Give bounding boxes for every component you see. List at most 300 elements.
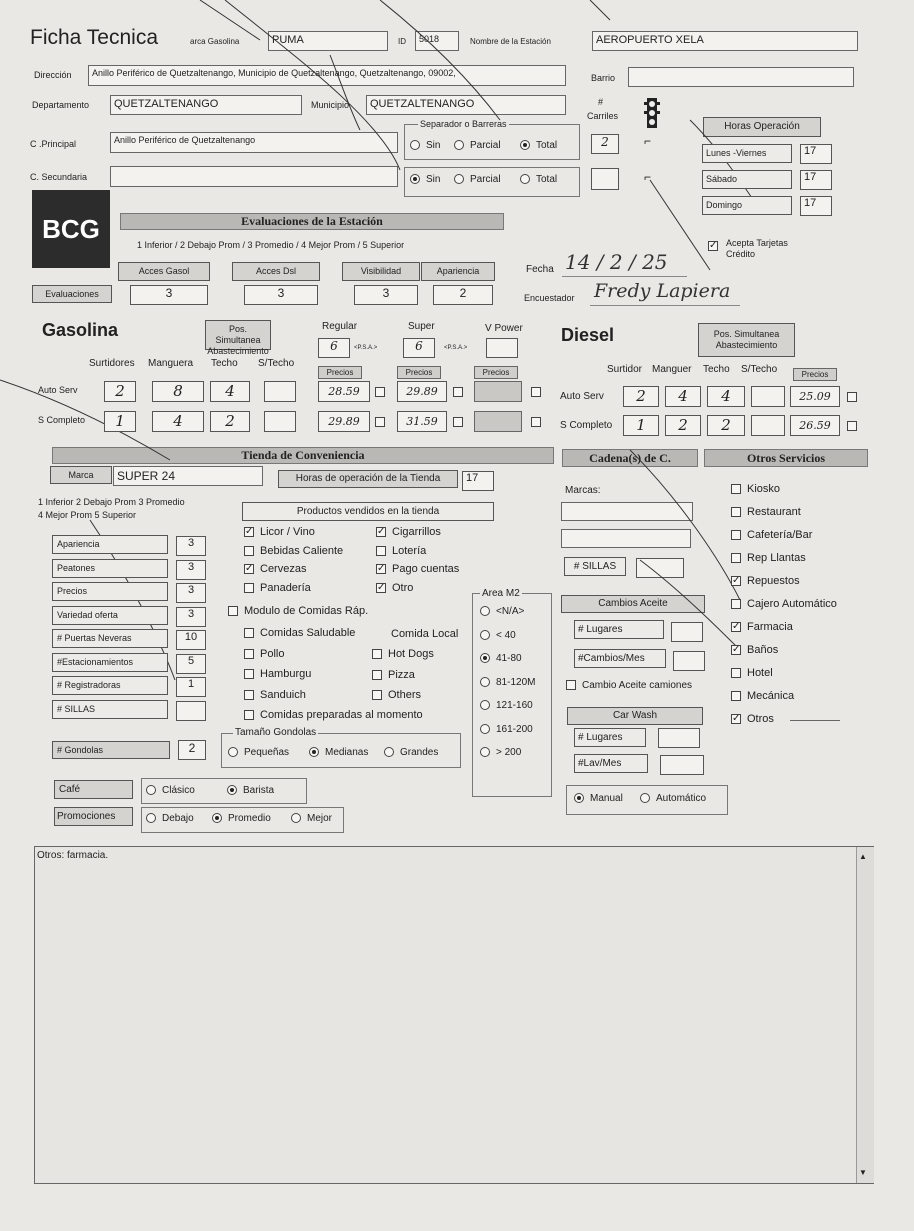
otros-servicio-checkbox[interactable] bbox=[731, 691, 741, 701]
otros-line bbox=[790, 720, 840, 721]
cafe-option-label: Clásico bbox=[162, 785, 195, 796]
diesel-pos-simultanea-button[interactable]: Pos. Simultanea Abastecimiento bbox=[698, 323, 795, 357]
gasolina-vpower-checkbox[interactable] bbox=[531, 417, 541, 427]
horas-tienda-button[interactable]: Horas de operación de la Tienda bbox=[278, 470, 458, 488]
fecha-underline bbox=[562, 276, 687, 277]
carwash-type-option-label: Automático bbox=[656, 793, 707, 804]
separador-secundaria-radio[interactable] bbox=[520, 174, 530, 184]
gondolas-field[interactable]: 2 bbox=[178, 740, 206, 760]
tienda-scale-1: 1 Inferior 2 Debajo Prom 3 Promedio bbox=[38, 497, 185, 507]
producto-checkbox[interactable] bbox=[244, 546, 254, 556]
comida-checkbox[interactable] bbox=[244, 669, 254, 679]
promociones-option[interactable] bbox=[146, 813, 194, 824]
otros-servicio-checkbox[interactable]: ✓ bbox=[732, 621, 741, 633]
tienda-rating-button[interactable]: # SILLAS bbox=[52, 700, 168, 719]
area-m2-title: Area M2 bbox=[482, 588, 520, 599]
separador-principal-option[interactable] bbox=[520, 140, 557, 151]
gasolina-precio-regular-field[interactable]: 29.89 bbox=[318, 411, 370, 432]
comida-label: Pizza bbox=[388, 668, 415, 681]
diesel-precios-header: Precios bbox=[793, 368, 837, 381]
comida-label: Comidas preparadas al momento bbox=[260, 709, 423, 721]
barrio-label: Barrio bbox=[591, 73, 616, 83]
gasolina-vpower-checkbox[interactable] bbox=[531, 387, 541, 397]
otros-servicio-item[interactable] bbox=[731, 690, 794, 702]
separador-secundaria-radio[interactable] bbox=[454, 174, 464, 184]
separador-secundaria-option-label: Parcial bbox=[470, 174, 501, 185]
lugares-aceite-field[interactable] bbox=[671, 622, 703, 642]
carwash-type-option[interactable] bbox=[640, 793, 706, 804]
departamento-field[interactable]: QUETZALTENANGO bbox=[110, 95, 302, 115]
otros-servicio-label: Baños bbox=[747, 644, 779, 656]
otros-servicio-label: Hotel bbox=[747, 667, 773, 679]
diesel-precio-checkbox[interactable] bbox=[847, 421, 857, 431]
gasolina-super-checkbox[interactable] bbox=[453, 417, 463, 427]
tamano-gondolas-radio[interactable] bbox=[228, 747, 238, 757]
cadena-title: Cadena(s) de C. bbox=[562, 449, 698, 467]
carriles-principal-field[interactable]: 2 bbox=[591, 134, 619, 154]
carriles-secundaria-field[interactable] bbox=[591, 168, 619, 190]
evaluacion-1-button[interactable]: Acces Dsl bbox=[232, 262, 320, 281]
gasolina-header-manguera: Manguera bbox=[148, 358, 194, 369]
gasolina-stecho-field[interactable] bbox=[264, 381, 296, 402]
form-title: Ficha Tecnica bbox=[30, 26, 159, 49]
otros-servicio-item[interactable] bbox=[731, 552, 806, 564]
super-label: Super bbox=[408, 321, 435, 332]
gasolina-manguera-field[interactable]: 8 bbox=[152, 381, 204, 402]
gasolina-precio-super-field[interactable]: 31.59 bbox=[397, 411, 447, 432]
diesel-precio-checkbox[interactable] bbox=[847, 392, 857, 402]
gasolina-stecho-field[interactable] bbox=[264, 411, 296, 432]
separador-title: Separador o Barreras bbox=[420, 119, 507, 129]
producto-label: Cervezas bbox=[260, 563, 307, 575]
evaluaciones-title: Evaluaciones de la Estación bbox=[120, 213, 504, 230]
scroll-down-icon[interactable]: ▼ bbox=[859, 1168, 867, 1177]
otros-servicio-item[interactable] bbox=[731, 575, 800, 587]
aceite-camiones-checkbox[interactable] bbox=[566, 680, 576, 690]
fecha-label: Fecha bbox=[526, 264, 554, 275]
separador-secundaria-option[interactable] bbox=[454, 174, 501, 185]
id-label: ID bbox=[398, 37, 406, 46]
comida-item[interactable] bbox=[244, 648, 284, 660]
otros-servicio-checkbox[interactable] bbox=[731, 507, 741, 517]
cafe-button[interactable]: Café bbox=[54, 780, 133, 799]
horas-operacion-button[interactable]: Horas Operación bbox=[703, 117, 821, 137]
marcas-label: Marcas: bbox=[565, 485, 601, 496]
carriles-label-hash: # bbox=[598, 97, 604, 107]
car-wash-button[interactable]: Car Wash bbox=[567, 707, 703, 725]
calle-secundaria-field[interactable] bbox=[110, 166, 398, 187]
comida-checkbox[interactable] bbox=[372, 670, 382, 680]
modulo-comidas-item[interactable] bbox=[228, 605, 368, 617]
carwash-type-option[interactable] bbox=[574, 793, 623, 804]
otros-servicio-checkbox[interactable] bbox=[731, 599, 741, 609]
producto-checkbox[interactable] bbox=[376, 546, 386, 556]
carwash-type-radio[interactable] bbox=[640, 793, 650, 803]
producto-checkbox[interactable]: ✓ bbox=[245, 563, 254, 575]
promociones-radio[interactable] bbox=[146, 813, 156, 823]
comida-label: Hamburgu bbox=[260, 668, 312, 680]
nombre-estacion-field[interactable]: AEROPUERTO XELA bbox=[592, 31, 858, 51]
regular-pos-field[interactable]: 6 bbox=[318, 338, 350, 358]
cadena-sillas-field[interactable] bbox=[636, 558, 684, 578]
separador-secundaria-option[interactable] bbox=[520, 174, 557, 185]
comida-item[interactable] bbox=[244, 689, 306, 701]
horas-day-field[interactable]: 17 bbox=[800, 170, 832, 190]
acepta-tarjetas-label: Acepta Tarjetas Crédito bbox=[726, 238, 788, 259]
gasolina-regular-checkbox[interactable] bbox=[375, 387, 385, 397]
producto-item[interactable] bbox=[244, 582, 311, 594]
nombre-estacion-label: Nombre de la Estación bbox=[470, 37, 551, 46]
tamano-gondolas-option[interactable] bbox=[309, 747, 368, 758]
otros-servicio-checkbox[interactable]: ✓ bbox=[732, 644, 741, 656]
comida-label: Pollo bbox=[260, 647, 285, 660]
vpower-pos-field[interactable] bbox=[486, 338, 518, 358]
producto-item[interactable] bbox=[376, 545, 426, 557]
tienda-rating-button[interactable]: Peatones bbox=[52, 559, 168, 578]
otros-servicio-checkbox[interactable]: ✓ bbox=[732, 713, 741, 725]
evaluacion-3-button[interactable]: Apariencia bbox=[421, 262, 495, 281]
gasolina-regular-checkbox[interactable] bbox=[375, 417, 385, 427]
producto-checkbox[interactable]: ✓ bbox=[377, 563, 386, 575]
cafe-option[interactable] bbox=[227, 785, 274, 796]
separador-principal-option[interactable] bbox=[454, 140, 501, 151]
cafe-radio[interactable] bbox=[146, 785, 156, 795]
diesel-surtidor-field[interactable]: 2 bbox=[623, 386, 659, 407]
gasolina-precio-super-field[interactable]: 29.89 bbox=[397, 381, 447, 402]
evaluacion-3-field[interactable]: 2 bbox=[433, 285, 493, 305]
gasolina-super-checkbox[interactable] bbox=[453, 387, 463, 397]
tienda-rating-button[interactable]: # Puertas Neveras bbox=[52, 629, 168, 648]
separador-secundaria-radio[interactable] bbox=[410, 174, 420, 184]
area-m2-option[interactable] bbox=[480, 606, 524, 617]
id-field[interactable]: 5018 bbox=[415, 31, 459, 51]
producto-checkbox[interactable]: ✓ bbox=[377, 526, 386, 538]
cadena-sillas-button[interactable]: # SILLAS bbox=[564, 557, 626, 576]
tienda-rating-field[interactable]: 3 bbox=[176, 536, 206, 556]
otros-servicio-checkbox[interactable] bbox=[731, 530, 741, 540]
producto-label: Panadería bbox=[260, 581, 311, 594]
otros-servicio-item[interactable] bbox=[731, 483, 780, 495]
producto-label: Cigarrillos bbox=[392, 526, 441, 538]
cambios-mes-field[interactable] bbox=[673, 651, 705, 671]
vpower-label: V Power bbox=[485, 323, 523, 334]
diesel-row-label: S Completo bbox=[560, 420, 613, 431]
comida-item[interactable] bbox=[244, 627, 355, 639]
modulo-comidas-checkbox[interactable] bbox=[228, 606, 238, 616]
producto-label: Pago cuentas bbox=[392, 563, 460, 575]
promociones-option-label: Mejor bbox=[307, 813, 333, 824]
area-m2-option-label: 121-160 bbox=[496, 700, 533, 711]
calle-principal-field[interactable]: Anillo Periférico de Quetzaltenango bbox=[110, 132, 398, 153]
diesel-header-stecho: S/Techo bbox=[741, 364, 778, 375]
area-m2-radio[interactable] bbox=[480, 724, 490, 734]
diesel-stecho-field[interactable] bbox=[751, 386, 785, 407]
evaluaciones-button[interactable]: Evaluaciones bbox=[32, 285, 112, 303]
separador-secundaria-option[interactable] bbox=[410, 174, 440, 185]
tienda-rating-button[interactable]: Apariencia bbox=[52, 535, 168, 554]
area-m2-option[interactable] bbox=[480, 653, 522, 664]
area-m2-option-label: <N/A> bbox=[496, 606, 525, 617]
otros-servicio-item[interactable] bbox=[731, 598, 837, 610]
diesel-header-manguer: Manguer bbox=[652, 364, 692, 375]
horas-day-label: Domingo bbox=[702, 196, 792, 215]
tamano-gondolas-radio[interactable] bbox=[309, 747, 319, 757]
gasolina-precio-regular-field[interactable]: 28.59 bbox=[318, 381, 370, 402]
evaluacion-0-button[interactable]: Acces Gasol bbox=[118, 262, 210, 281]
promociones-button[interactable]: Promociones bbox=[54, 807, 133, 826]
otros-servicio-item[interactable] bbox=[731, 529, 812, 541]
productos-vendidos-button[interactable]: Productos vendidos en la tienda bbox=[242, 502, 494, 521]
gasolina-surtidores-field[interactable]: 2 bbox=[104, 381, 136, 402]
notes-scrollbar[interactable] bbox=[856, 847, 874, 1183]
tienda-rating-field[interactable]: 3 bbox=[176, 583, 206, 603]
otros-servicio-label: Kiosko bbox=[747, 483, 781, 495]
tienda-rating-button[interactable]: Variedad oferta bbox=[52, 606, 168, 625]
separador-principal-option[interactable] bbox=[410, 140, 440, 151]
lugares-aceite-button[interactable]: # Lugares bbox=[574, 620, 664, 639]
comida-label: Sanduich bbox=[260, 688, 306, 701]
comida-checkbox[interactable] bbox=[244, 690, 254, 700]
otros-servicio-label: Cajero Automático bbox=[747, 598, 837, 610]
promociones-option[interactable] bbox=[291, 813, 332, 824]
producto-item[interactable] bbox=[376, 526, 441, 538]
comida-checkbox[interactable] bbox=[372, 690, 382, 700]
comida-item[interactable] bbox=[372, 648, 434, 660]
otros-servicio-label: Farmacia bbox=[747, 621, 793, 633]
producto-label: Otro bbox=[392, 581, 414, 594]
gasolina-precio-vpower-field[interactable] bbox=[474, 411, 522, 432]
bcg-logo: BCG bbox=[32, 190, 110, 268]
carwash-lugares-field[interactable] bbox=[658, 728, 700, 748]
encuestador-value[interactable]: Fredy Lapiera bbox=[594, 280, 731, 302]
super-pos-field[interactable]: 6 bbox=[403, 338, 435, 358]
tamano-gondolas-radio[interactable] bbox=[384, 747, 394, 757]
area-m2-option[interactable] bbox=[480, 747, 521, 758]
gasolina-precios-header: Precios bbox=[318, 366, 362, 379]
horas-tienda-field[interactable]: 17 bbox=[462, 471, 494, 491]
area-m2-radio[interactable] bbox=[480, 653, 490, 663]
tienda-rating-button[interactable]: Precios bbox=[52, 582, 168, 601]
calle-principal-label: C .Principal bbox=[30, 139, 77, 149]
tienda-rating-field[interactable]: 1 bbox=[176, 677, 206, 697]
gasolina-manguera-field[interactable]: 4 bbox=[152, 411, 204, 432]
producto-checkbox[interactable] bbox=[244, 583, 254, 593]
gasolina-precios-header: Precios bbox=[474, 366, 518, 379]
tienda-rating-field[interactable]: 5 bbox=[176, 654, 206, 674]
diesel-header-techo: Techo bbox=[703, 364, 730, 375]
otros-servicio-label: Restaurant bbox=[747, 506, 801, 518]
evaluaciones-scale: 1 Inferior / 2 Debajo Prom / 3 Promedio / 4 Mejor Prom / 5 Superior bbox=[137, 240, 405, 250]
tienda-rating-field[interactable]: 3 bbox=[176, 607, 206, 627]
area-m2-radio[interactable] bbox=[480, 700, 490, 710]
otros-servicio-item[interactable] bbox=[731, 506, 801, 518]
area-m2-option-label: 161-200 bbox=[496, 723, 533, 735]
tamano-gondolas-option-label: Grandes bbox=[400, 747, 439, 758]
aceite-camiones-item[interactable] bbox=[566, 680, 692, 691]
marca-gasolina-label: arca Gasolina bbox=[190, 37, 240, 46]
area-m2-option[interactable] bbox=[480, 677, 535, 688]
otros-servicio-checkbox[interactable] bbox=[731, 484, 741, 494]
gasolina-techo-field[interactable]: 2 bbox=[210, 411, 250, 432]
tienda-rating-button[interactable]: # Registradoras bbox=[52, 676, 168, 695]
comida-label: Hot Dogs bbox=[388, 648, 434, 660]
fecha-value[interactable]: 14 / 2 / 25 bbox=[565, 250, 668, 274]
producto-item[interactable] bbox=[376, 563, 459, 575]
tienda-rating-field[interactable] bbox=[176, 701, 206, 721]
comida-checkbox[interactable] bbox=[244, 710, 254, 720]
diesel-precio-field[interactable]: 26.59 bbox=[790, 415, 840, 436]
area-m2-option[interactable] bbox=[480, 630, 516, 641]
comida-checkbox[interactable] bbox=[244, 649, 254, 659]
lav-mes-button[interactable]: #Lav/Mes bbox=[574, 754, 648, 773]
comida-checkbox[interactable] bbox=[244, 628, 254, 638]
promociones-option[interactable] bbox=[212, 813, 271, 824]
area-m2-group bbox=[472, 593, 552, 797]
horas-day-field[interactable]: 17 bbox=[800, 144, 832, 164]
producto-label: Licor / Vino bbox=[260, 526, 315, 538]
diesel-stecho-field[interactable] bbox=[751, 415, 785, 436]
promociones-option-label: Promedio bbox=[228, 813, 271, 824]
diesel-manguer-field[interactable]: 4 bbox=[665, 386, 701, 407]
comida-local-label: Comida Local bbox=[391, 628, 459, 640]
diesel-manguer-field[interactable]: 2 bbox=[665, 415, 701, 436]
gasolina-techo-field[interactable]: 4 bbox=[210, 381, 250, 402]
producto-item[interactable] bbox=[376, 582, 413, 594]
comida-item[interactable] bbox=[372, 669, 415, 681]
otros-servicio-label: Otros bbox=[747, 713, 774, 725]
evaluacion-0-field[interactable]: 3 bbox=[130, 285, 208, 305]
tienda-marca-field[interactable]: SUPER 24 bbox=[113, 466, 263, 486]
producto-item[interactable] bbox=[244, 545, 343, 557]
scroll-up-icon[interactable]: ▲ bbox=[859, 852, 867, 861]
acepta-tarjetas-checkbox[interactable]: ✓ bbox=[709, 240, 718, 251]
diesel-precio-field[interactable]: 25.09 bbox=[790, 386, 840, 407]
area-m2-radio[interactable] bbox=[480, 747, 490, 757]
producto-label: Bebidas Caliente bbox=[260, 544, 344, 557]
separador-principal-radio[interactable] bbox=[454, 140, 464, 150]
gasolina-header-techo: Techo bbox=[211, 358, 238, 369]
cafe-option[interactable] bbox=[146, 785, 195, 796]
separador-principal-option-label: Parcial bbox=[470, 140, 501, 151]
comida-label: Comidas Saludable bbox=[260, 627, 356, 639]
tienda-rating-field[interactable]: 3 bbox=[176, 560, 206, 580]
tienda-rating-field[interactable]: 10 bbox=[176, 630, 206, 650]
otros-servicio-item[interactable] bbox=[731, 667, 773, 679]
diesel-techo-field[interactable]: 2 bbox=[707, 415, 745, 436]
carriles-arrow-icon: ⌐ bbox=[644, 134, 652, 148]
marcas-field-2[interactable] bbox=[561, 529, 691, 548]
comida-checkbox[interactable] bbox=[372, 649, 382, 659]
promociones-radio[interactable] bbox=[212, 813, 222, 823]
area-m2-option-label: < 40 bbox=[496, 629, 516, 641]
separador-secundaria-option-label: Total bbox=[536, 174, 558, 185]
cafe-radio[interactable] bbox=[227, 785, 237, 795]
separador-principal-radio[interactable] bbox=[520, 140, 530, 150]
otros-servicio-item[interactable] bbox=[731, 621, 793, 633]
area-m2-radio[interactable] bbox=[480, 677, 490, 687]
municipio-field[interactable]: QUETZALTENANGO bbox=[366, 95, 566, 115]
separador-principal-radio[interactable] bbox=[410, 140, 420, 150]
tamano-gondolas-option[interactable] bbox=[228, 747, 289, 758]
gasolina-pos-simultanea-button[interactable]: Pos. Simultanea Abastecimiento bbox=[205, 320, 271, 350]
encuestador-underline bbox=[590, 305, 740, 306]
horas-day-label: Sábado bbox=[702, 170, 792, 189]
otros-servicio-checkbox[interactable]: ✓ bbox=[732, 575, 741, 587]
area-m2-radio[interactable] bbox=[480, 606, 490, 616]
carwash-lugares-button[interactable]: # Lugares bbox=[574, 728, 646, 747]
carriles-arrow-icon-2: ⌐ bbox=[644, 170, 652, 184]
otros-servicio-checkbox[interactable] bbox=[731, 553, 741, 563]
gasolina-surtidores-field[interactable]: 1 bbox=[104, 411, 136, 432]
comida-item[interactable] bbox=[244, 709, 423, 721]
otros-servicio-item[interactable] bbox=[731, 713, 774, 725]
direccion-field[interactable]: Anillo Periférico de Quetzaltenango, Municipio de Quetzaltenango, Quetzaltenango, 09002, bbox=[88, 65, 566, 86]
evaluacion-1-field[interactable]: 3 bbox=[244, 285, 318, 305]
cambios-mes-button[interactable]: #Cambios/Mes bbox=[574, 649, 666, 668]
producto-item[interactable] bbox=[244, 526, 315, 538]
comida-item[interactable] bbox=[244, 668, 311, 680]
otros-servicio-item[interactable] bbox=[731, 644, 778, 656]
gondolas-button[interactable]: # Gondolas bbox=[52, 741, 170, 759]
area-m2-option-label: 81-120M bbox=[496, 676, 536, 688]
tamano-gondolas-option[interactable] bbox=[384, 747, 438, 758]
tienda-title: Tienda de Conveniencia bbox=[52, 447, 554, 464]
evaluacion-2-button[interactable]: Visibilidad bbox=[342, 262, 420, 281]
producto-checkbox[interactable]: ✓ bbox=[377, 581, 386, 593]
gasolina-header-surtidores: Surtidores bbox=[89, 358, 135, 369]
gasolina-title: Gasolina bbox=[42, 320, 119, 340]
notes-textarea[interactable] bbox=[34, 846, 874, 1184]
evaluacion-2-field[interactable]: 3 bbox=[354, 285, 418, 305]
comida-item[interactable] bbox=[372, 689, 421, 701]
separador-principal-option-label: Sin bbox=[426, 140, 441, 151]
diesel-techo-field[interactable]: 4 bbox=[707, 386, 745, 407]
diesel-surtidor-field[interactable]: 1 bbox=[623, 415, 659, 436]
modulo-comidas-label: Modulo de Comidas Ráp. bbox=[244, 605, 369, 617]
gasolina-row-label: Auto Serv bbox=[38, 385, 78, 395]
carwash-type-radio[interactable] bbox=[574, 793, 584, 803]
comida-label: Others bbox=[388, 689, 422, 701]
aceite-camiones-label: Cambio Aceite camiones bbox=[582, 680, 693, 691]
promociones-option-label: Debajo bbox=[162, 813, 194, 824]
otros-servicio-label: Rep Llantas bbox=[747, 552, 806, 564]
tienda-scale-2: 4 Mejor Prom 5 Superior bbox=[38, 510, 137, 520]
marcas-field-1[interactable] bbox=[561, 502, 693, 521]
gasolina-precio-vpower-field[interactable] bbox=[474, 381, 522, 402]
producto-item[interactable] bbox=[244, 563, 306, 575]
cambios-aceite-button[interactable]: Cambios Aceite bbox=[561, 595, 705, 613]
direccion-label: Dirección bbox=[34, 70, 72, 80]
marca-gasolina-field[interactable]: PUMA bbox=[268, 31, 388, 51]
area-m2-option-label: > 200 bbox=[496, 747, 522, 758]
area-m2-option[interactable] bbox=[480, 700, 533, 711]
otros-servicio-checkbox[interactable] bbox=[731, 668, 741, 678]
producto-label: Lotería bbox=[392, 544, 427, 557]
barrio-field[interactable] bbox=[628, 67, 854, 87]
promociones-radio[interactable] bbox=[291, 813, 301, 823]
producto-checkbox[interactable]: ✓ bbox=[245, 526, 254, 538]
encuestador-label: Encuestador bbox=[524, 293, 575, 303]
tienda-rating-button[interactable]: #Estacionamientos bbox=[52, 653, 168, 672]
horas-day-label: Lunes -Viernes bbox=[702, 144, 792, 163]
lav-mes-field[interactable] bbox=[660, 755, 704, 775]
tamano-gondolas-title: Tamaño Gondolas bbox=[235, 727, 317, 738]
tienda-marca-button[interactable]: Marca bbox=[50, 466, 112, 484]
area-m2-radio[interactable] bbox=[480, 630, 490, 640]
otros-servicios-title: Otros Servicios bbox=[704, 449, 868, 467]
horas-day-field[interactable]: 17 bbox=[800, 196, 832, 216]
area-m2-option[interactable] bbox=[480, 724, 533, 735]
